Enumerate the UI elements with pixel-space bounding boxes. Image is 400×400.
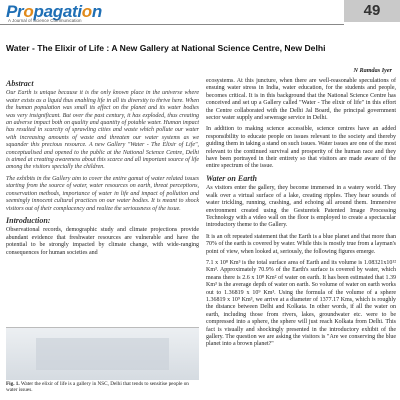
article-title: Water - The Elixir of Life : A New Gallery at National Science Centre, New Delhi: [6, 43, 326, 53]
abstract-paragraph: The exhibits in the Gallery aim to cover the entire gamut of water related issues starting from the source of water, water resources on earth, threat perceptions, conservation methods, importance of water in life and impact of pollution and seemingly innocent cultural practices on our water bodies. It is meant to shock visitors out of their complacency and realize the seriousness of the issue.: [6, 175, 199, 212]
body-paragraph: It is an oft repeated statement that the Earth is a blue planet and that more than 70% of the earth is covered by water. While this is mostly true from a layman's point of view, when looked at, seriously, the following figures emerge.: [206, 233, 396, 255]
abstract: [6, 90, 199, 213]
journal-header: [0, 0, 400, 24]
body-paragraph: In addition to making science accessible, science centres have an added responsibility to educate people on issues relevant to the society and thereby guiding them in taking a stand on such issues. Water issues are one of the most relevant to the continued survival and prosperity of the human race and they have been portrayed in their entirety so that visitors are made aware of the entire spectrum of the issue.: [206, 126, 396, 170]
introduction-paragraph: Observational records, demographic study and climate projections provide abundant evidence that freshwater resources are vulnerable and have the potential to be strongly impacted by climate change, with wide-ranging consequences for human societies and: [6, 227, 199, 256]
gallery-photo: [6, 327, 199, 380]
right-column: [206, 78, 396, 353]
body-paragraph: 7.1 x 10⁸ Km³ is the total surface area of Earth and its volume is 1.08321x10¹² Km³. Approximately 70.9% of the Earth's surface is covered by water, which means there is 2.6 x 10⁸ Km² of water on earth. It has been estimated that 1.39 Km³ is the average depth of water on earth. So volume of water on earth works out to 1.36819 x 10⁹ Km³. Using the formula of the volume of a sphere 1.36819 x 10⁹ Km³, we arrive at a diameter of 1377.17 Kms, which is roughly the distance between Delhi and Kolkata. In other words, if all the water on earth, including those from rivers, lakes, groundwater etc. were to be compressed into a sphere, the sphere will just reach Kolkata from Delhi. This fact is visually and shockingly presented in the introductory exhibit of the gallery. The question we are asking the visitors is "Are we conserving the blue planet into a brown planet?": [206, 259, 396, 348]
water-on-earth-heading: Water on Earth: [206, 173, 257, 183]
caption-label: Fig. 1.: [6, 381, 20, 387]
journal-tagline: A Journal of Science Communication: [8, 18, 82, 23]
abstract-paragraph: Our Earth is unique because it is the only known place in the universe where water exists as a liquid thus enabling life in all its diversity to thrive here. When the human population was small its effect on the planet and its water bodies was very insignificant. But over the past century, it has exploded, thus creating an adverse impact both on quality and quantity of potable water. Human impact has resulted in scarcity of sprawling cities and waste which pollute our water with increasing amounts of waste and threaten our water systems as we squander this precious resource. A new Gallery "Water - The Elixir of Life", conceptualised and opened to the public at the National Science Centre, Delhi is aimed at creating awareness about this scarce and all important source of life among the visitors specially the children.: [6, 90, 199, 171]
body-paragraph: As visitors enter the gallery, they become immersed in a watery world. They walk over a virtual surface of a lake, creating ripples. They hear sounds of water trickling, running, crashing, and echoing all around them. Immersive environment created using the Gesturetek Patented Image Processing Technology with a video wall on the floor is employed to create a spectacular introductory theme to the Gallery.: [206, 185, 396, 229]
journal-logo: Propagation: [6, 2, 102, 21]
photo-placeholder: [36, 338, 169, 370]
body-paragraph: ecosystems. At this juncture, when there are well-reasonable speculations of ensuing water stress in India, water education, for the students and people, becomes critical. It is in this background that the National Science Centre has conceived and set up a Gallery called "Water - The elixir of life" in this effort the Centre collaborated with the Delhi Jal Board, the principal government sector water supply and sewerage service in Delhi.: [206, 78, 396, 122]
figure-caption: [6, 381, 199, 394]
page-number: 49: [344, 0, 400, 22]
left-column: [6, 78, 199, 261]
article-author: N Ramdas Iyer: [353, 67, 392, 74]
introduction-heading: Introduction:: [6, 215, 51, 225]
header-rule: [0, 24, 344, 25]
caption-text: Water the elixir of life is a gallery in NSC, Delhi that tends to sensitise people on water issues.: [6, 381, 189, 394]
abstract-heading: Abstract: [6, 79, 34, 88]
